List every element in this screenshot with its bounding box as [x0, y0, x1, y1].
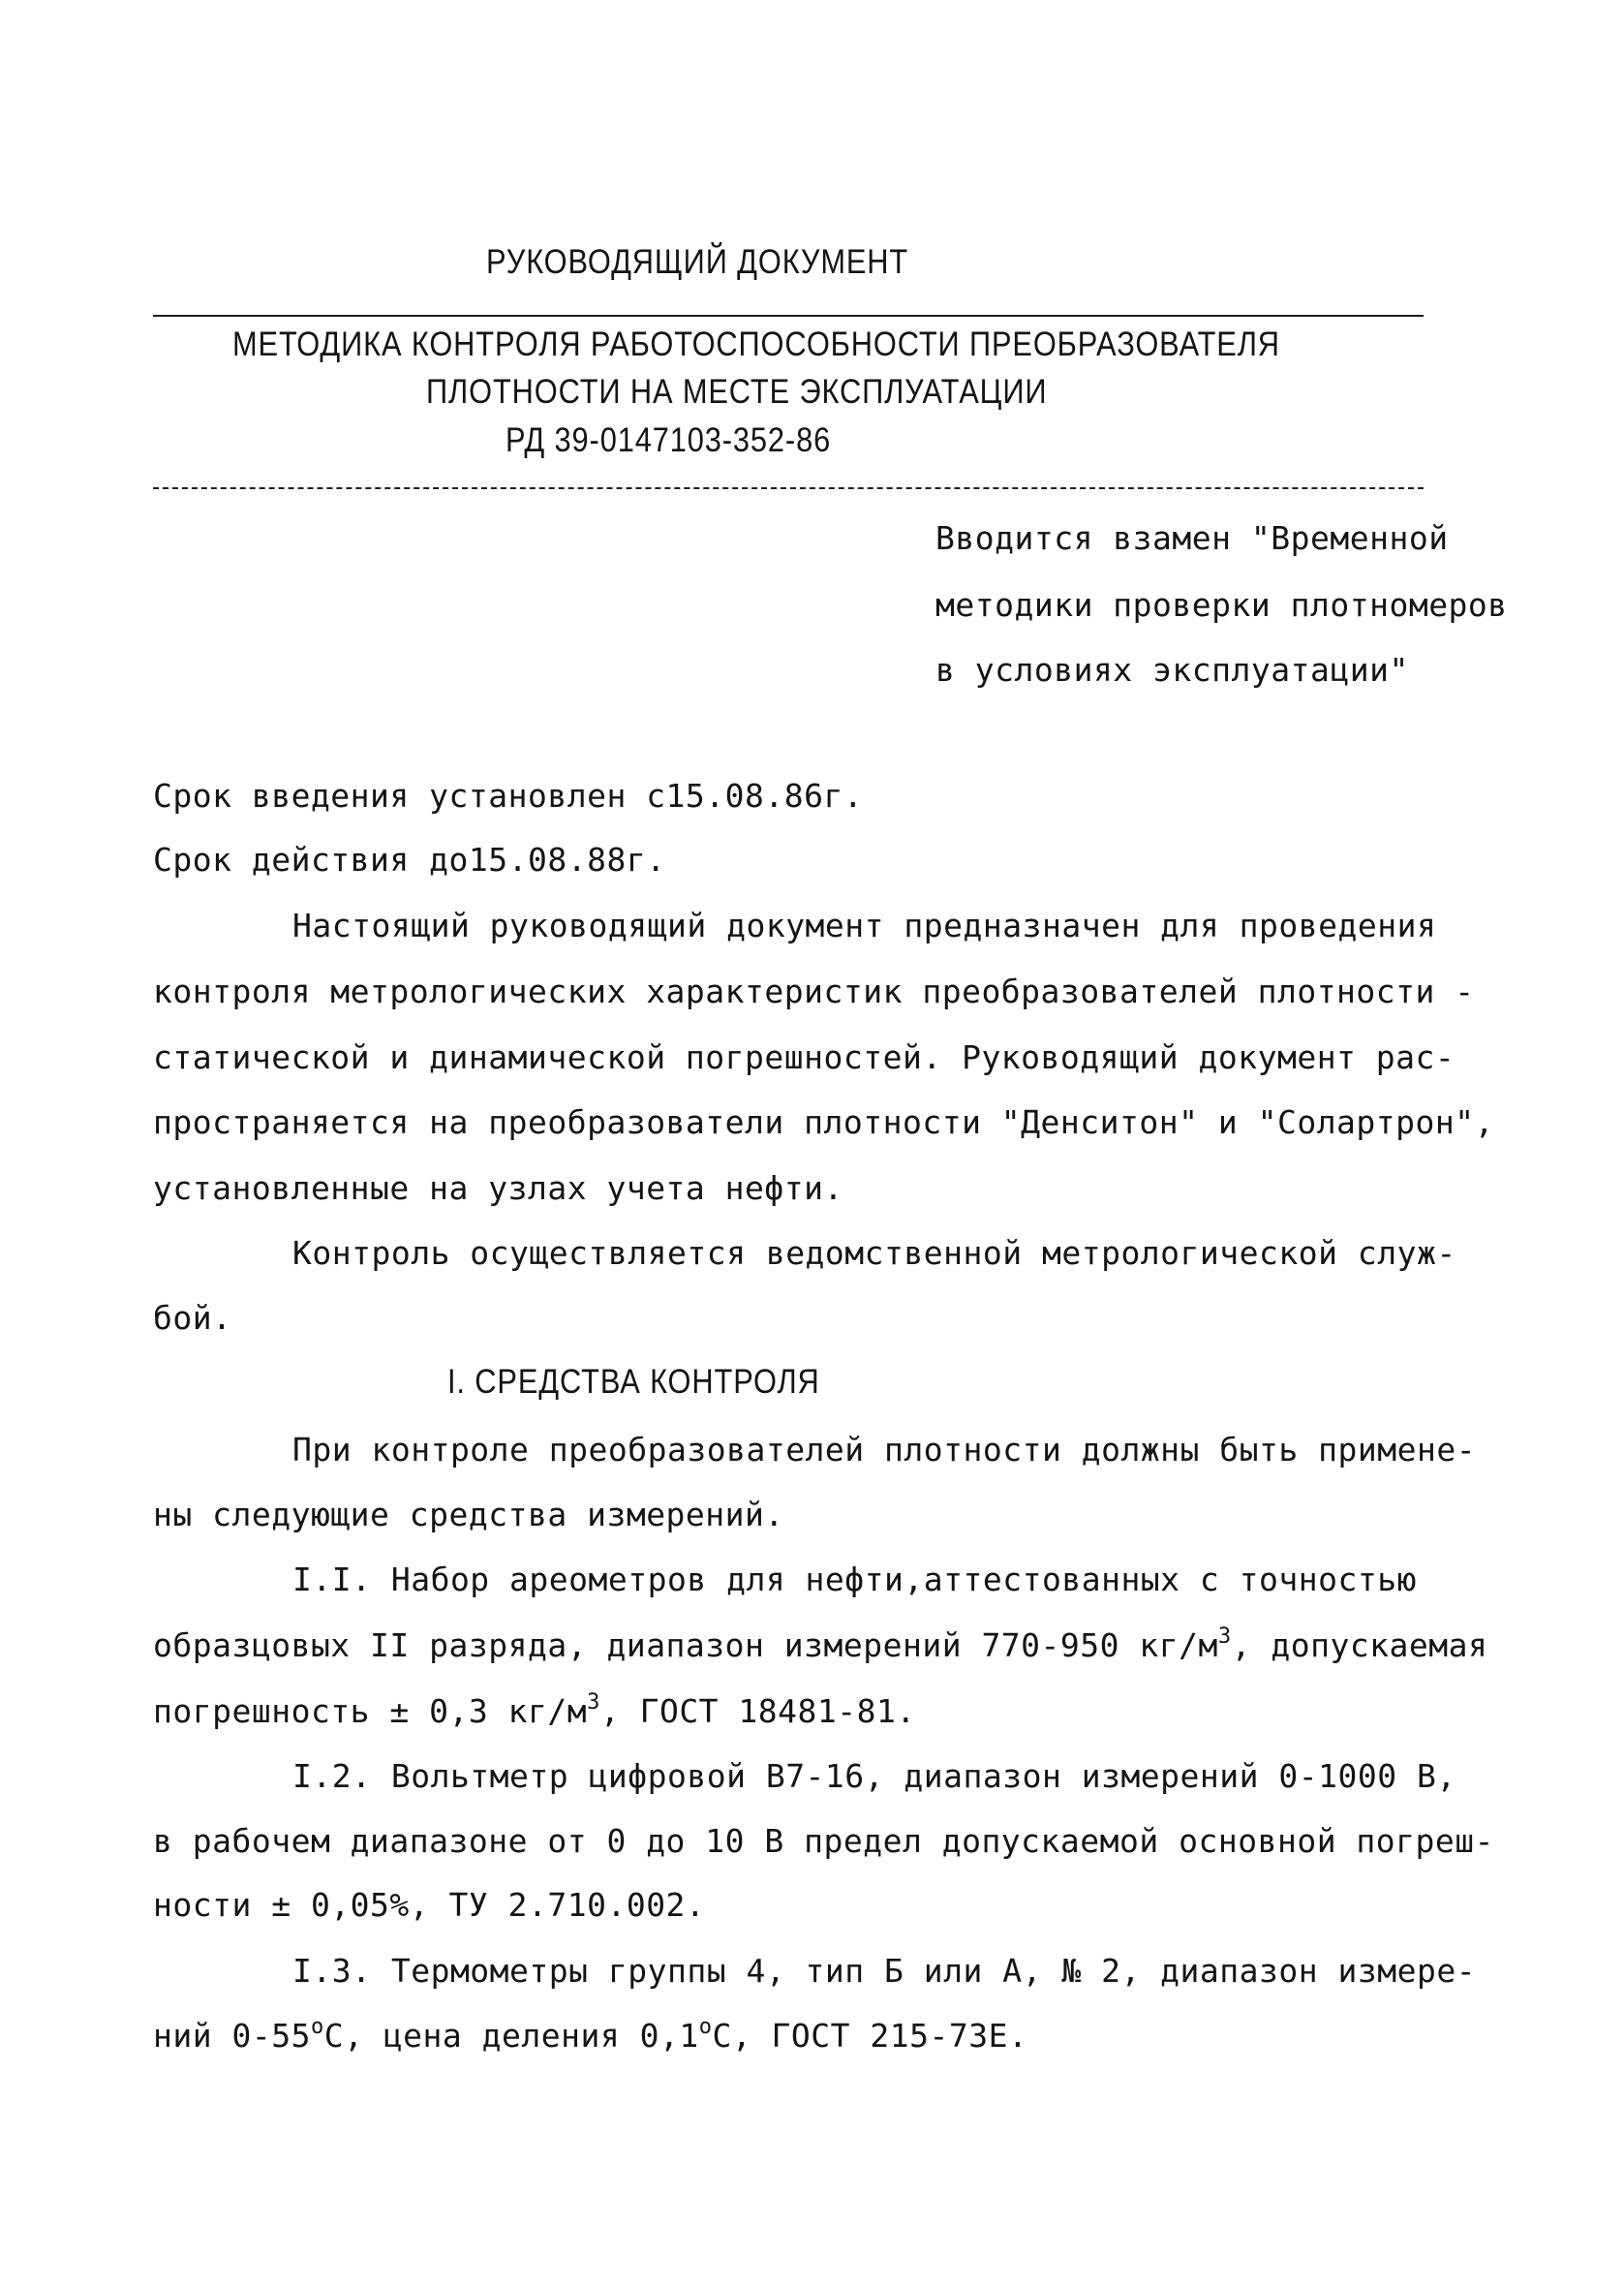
item-1-1-line: I.I. Набор ареометров для нефти,аттестованных с точностью	[292, 1561, 1417, 1598]
intro-paragraph-line: пространяется на преобразователи плотности "Денситон" и "Солартрон",	[153, 1103, 1495, 1141]
document-title-line2: ПЛОТНОСТИ НА МЕСТЕ ЭКСПЛУАТАЦИИ	[426, 373, 1048, 411]
item-1-3-line: ний $0-55^оС$, цена деления $0,1^оС$, ГОСТ 215-73Е.	[153, 2015, 1028, 2055]
intro-paragraph-line: установленные на узлах учета нефти.	[153, 1169, 843, 1207]
control-paragraph-line: Контроль осуществляется ведомственной метрологической служ-	[292, 1234, 1456, 1272]
item-1-2-line: I.2. Вольтметр цифровой В7-16, диапазон измерений 0-1000 В,	[292, 1757, 1456, 1795]
intro-paragraph-line: статической и динамической погрешностей. Руководящий документ рас-	[153, 1038, 1455, 1076]
section-heading: I. СРЕДСТВА КОНТРОЛЯ	[447, 1363, 820, 1401]
item-1-2-line: ности ± 0,05%, ТУ 2.710.002.	[153, 1886, 706, 1924]
intro-paragraph-line: контроля метрологических характеристик преобразователей плотности -	[153, 973, 1475, 1010]
section-intro-line: При контроле преобразователей плотности должны быть примене-	[292, 1431, 1477, 1469]
document-title-line1: МЕТОДИКА КОНТРОЛЯ РАБОТОСПОСОБНОСТИ ПРЕОБРАЗОВАТЕЛЯ	[232, 325, 1280, 363]
document-code: РД 39-0147103-352-86	[506, 421, 832, 459]
validity-date: Срок действия до15.08.88г.	[153, 841, 666, 879]
replaces-note-line3: в условиях эксплуатации"	[935, 651, 1409, 689]
introduction-date: Срок введения установлен с15.08.86г.	[153, 777, 864, 815]
section-intro-line: ны следующие средства измерений.	[153, 1496, 784, 1533]
control-paragraph-line: бой.	[153, 1299, 232, 1337]
item-1-2-line: в рабочем диапазоне от 0 до 10 В предел допускаемой основной погреш-	[153, 1822, 1495, 1860]
intro-paragraph-line: Настоящий руководящий документ предназначен для проведения	[292, 907, 1437, 944]
header-rule-bottom	[153, 487, 1424, 489]
item-1-1-line: образцовых II разряда, диапазон измерений 770-950 $кг/м^3$, допускаемая	[153, 1624, 1488, 1664]
replaces-note-line2: методики проверки плотномеров	[935, 586, 1508, 624]
document-type: РУКОВОДЯЩИЙ ДОКУМЕНТ	[486, 243, 909, 281]
header-rule-top	[153, 315, 1424, 317]
replaces-note-line1: Вводится взамен "Временной	[935, 519, 1449, 557]
item-1-3-line: I.3. Термометры группы 4, тип Б или А, № 2, диапазон измере-	[292, 1952, 1477, 1990]
item-1-1-line: погрешность ± 0,3 $кг/м^3$, ГОСТ 18481-81.	[153, 1690, 916, 1730]
